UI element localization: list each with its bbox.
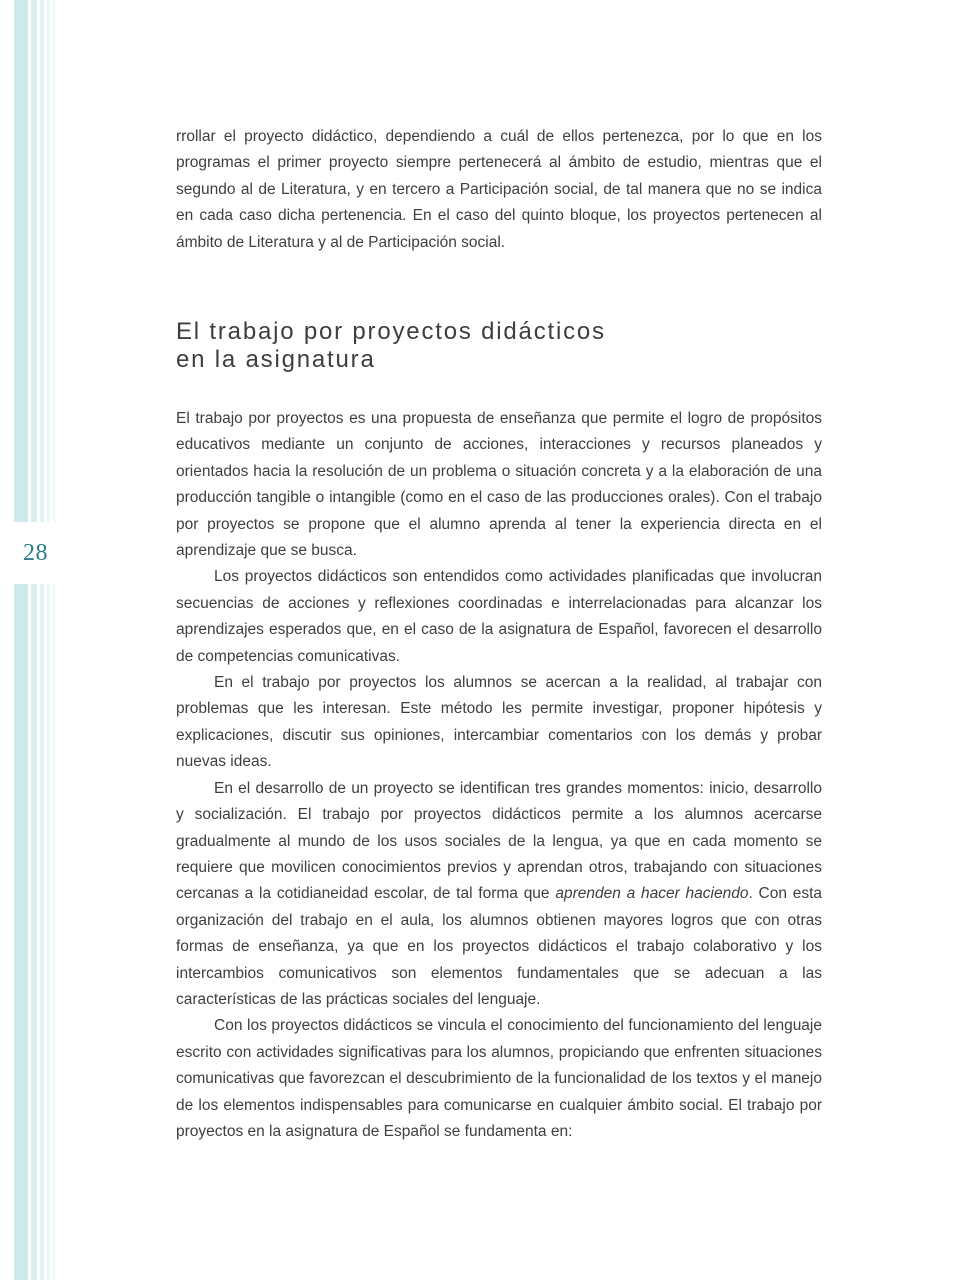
- section-heading-line1: El trabajo por proyectos didácticos: [176, 318, 606, 345]
- page-number-area: [0, 522, 72, 584]
- stripe: [31, 0, 37, 1280]
- section-heading: [176, 318, 822, 374]
- paragraph: Con los proyectos didácticos se vincula el conocimiento del funcionamiento del lenguaje escrito con actividades significativas para los alumnos, propiciando que enfrenten situaciones comunicativas que favorezcan el descubrimiento de la funcionalidad de los textos y el manejo de los elementos indispensables para comunicarse en cualquier ámbito social. El trabajo por proyectos en la asignatura de Español se fundamenta en:: [176, 1017, 822, 1140]
- paragraph: Los proyectos didácticos son entendidos como actividades planificadas que involucran secuencias de acciones y reflexiones coordinadas e interrelacionadas para alcanzar los aprendizajes esperados que, en el caso de la asignatura de Español, favorecen el desarrollo de competencias comunicativas.: [176, 568, 822, 665]
- stripe: [14, 0, 28, 1280]
- paragraph: El trabajo por proyectos es una propuesta de enseñanza que permite el logro de propósitos educativos mediante un conjunto de acciones, interacciones y recursos planeados y orientados hacia la resolución de un problema o situación concreta y a la elaboración de una producción tangible o intangible (como en el caso de las producciones orales). Con el trabajo por proyectos se propone que el alumno aprenda al tener la experiencia directa en el aprendizaje que se busca.: [176, 410, 822, 560]
- paragraph: En el trabajo por proyectos los alumnos se acercan a la realidad, al trabajar con problemas que les interesan. Este método les permite investigar, proponer hipótesis y explicaciones, discutir sus opiniones, intercambiar comentarios con los demás y probar nuevas ideas.: [176, 674, 822, 771]
- paragraph: [176, 776, 822, 1014]
- page-number: 28: [23, 539, 48, 566]
- stripe: [53, 0, 55, 1280]
- intro-paragraph: rrollar el proyecto didáctico, dependiendo a cuál de ellos pertenezca, por lo que en los programas el primer proyecto siempre pertenecerá al ámbito de estudio, mientras que el segundo al de Literatura, y en tercero a Participación social, de tal manera que no se indica en cada caso dicha pertenencia. En el caso del quinto bloque, los proyectos pertenecen al ámbito de Literatura y al de Participación social.: [176, 128, 822, 251]
- body-text-block: [176, 406, 822, 1145]
- stripe: [47, 0, 50, 1280]
- paragraph-text: En el desarrollo de un proyecto se identifican tres grandes momentos: inicio, desarrollo y socialización. El trabajo por proyectos didácticos permite a los alumnos acercarse gradualmente al mundo de los usos sociales de la lengua, ya que en cada momento se requiere que movilicen conocimientos previos y aprendan otros, trabajando con situaciones cercanas a la cotidianeidad escolar, de tal forma que: [176, 779, 822, 903]
- stripe: [40, 0, 44, 1280]
- section-heading-line2: en la asignatura: [176, 346, 376, 373]
- italic-phrase: aprenden a hacer haciendo: [555, 885, 749, 903]
- paragraph-text: . Con esta organización del trabajo en el aula, los alumnos obtienen mayores logros que con otras formas de enseñanza, ya que en los proyectos didácticos el trabajo colaborativo y los intercambios comunicativos son elementos fundamentales que se adecuan a las características de las prácticas sociales del lenguaje.: [176, 885, 823, 1008]
